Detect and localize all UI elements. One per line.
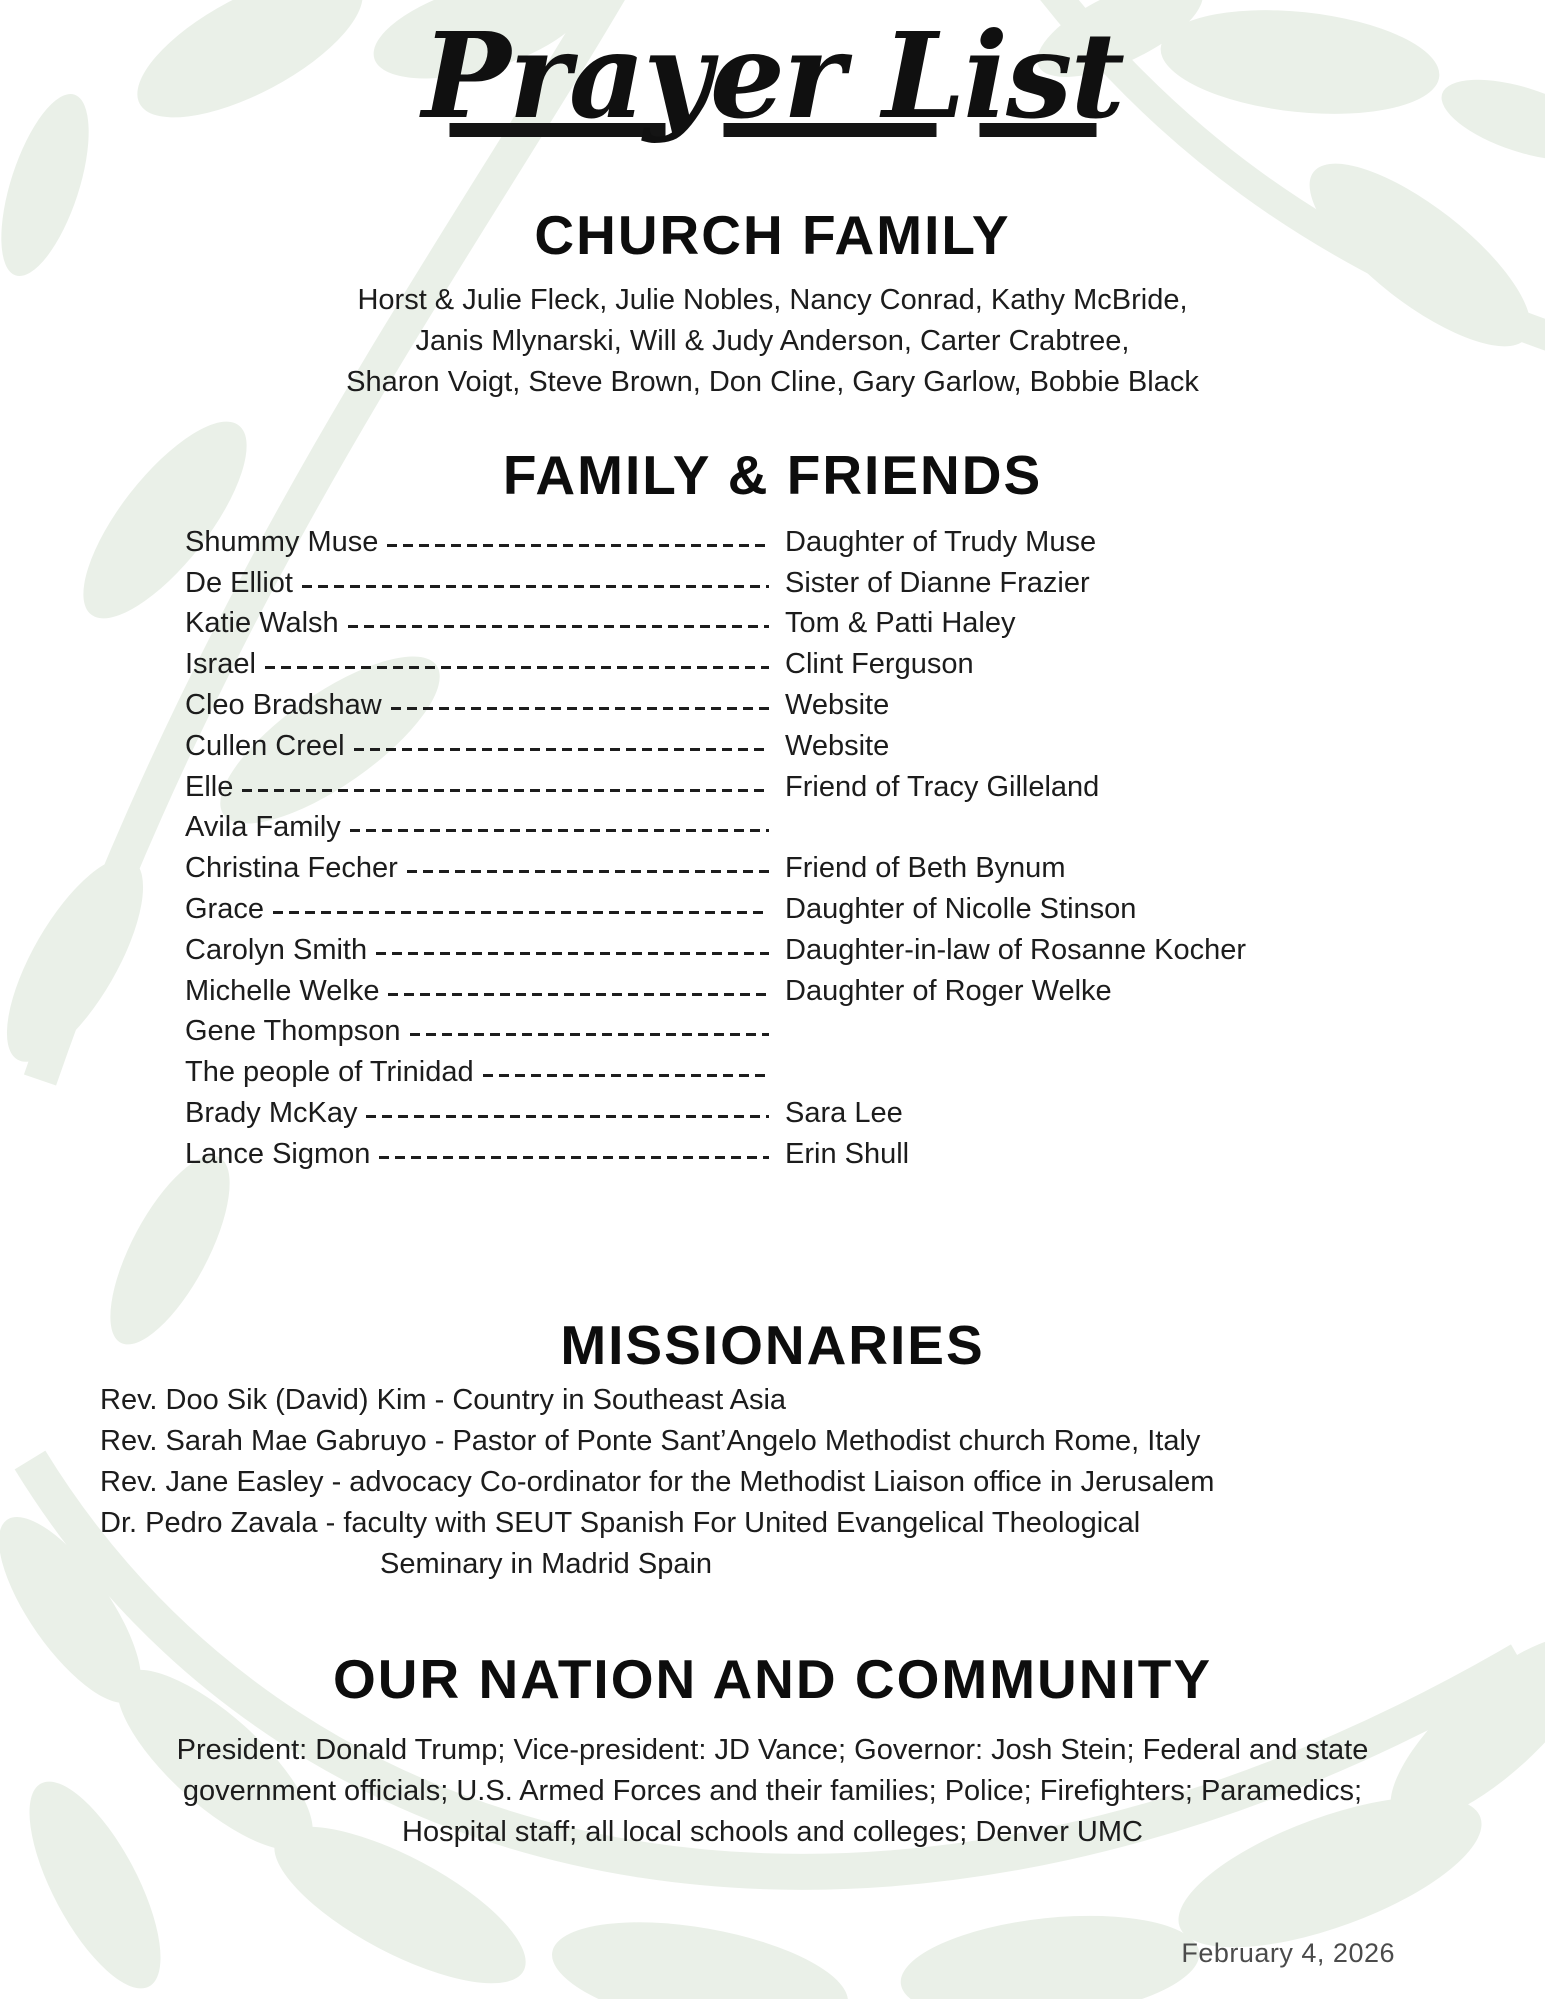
person-relation: Sara Lee bbox=[785, 1097, 903, 1130]
nation-paragraph bbox=[0, 1730, 1545, 1853]
dash-leader bbox=[387, 544, 769, 547]
dash-leader bbox=[350, 829, 769, 832]
person-name: Katie Walsh bbox=[185, 607, 339, 640]
person-relation: Erin Shull bbox=[785, 1137, 910, 1170]
list-item bbox=[185, 848, 1460, 889]
list-item bbox=[185, 1052, 1460, 1093]
list-item bbox=[185, 808, 1460, 849]
person-relation: Daughter of Nicolle Stinson bbox=[785, 893, 1137, 926]
section-heading-church-family: CHURCH FAMILY bbox=[534, 204, 1011, 266]
list-item-left bbox=[185, 567, 785, 600]
person-name: Gene Thompson bbox=[185, 1015, 401, 1048]
list-item-left bbox=[185, 526, 785, 559]
missionaries-list bbox=[100, 1380, 1500, 1585]
missionary-line: Dr. Pedro Zavala - faculty with SEUT Spanish For United Evangelical Theological bbox=[100, 1507, 1141, 1539]
person-name: Cleo Bradshaw bbox=[185, 689, 382, 722]
list-item bbox=[185, 1134, 1460, 1175]
dash-leader bbox=[379, 1156, 769, 1159]
list-item bbox=[185, 889, 1460, 930]
dash-leader bbox=[354, 748, 769, 751]
list-item-left bbox=[185, 1056, 785, 1089]
person-name: Christina Fecher bbox=[185, 852, 398, 885]
person-name: Carolyn Smith bbox=[185, 933, 368, 966]
dash-leader bbox=[391, 707, 769, 710]
person-name: Michelle Welke bbox=[185, 974, 380, 1007]
person-name: Elle bbox=[185, 770, 234, 803]
person-relation: Daughter of Trudy Muse bbox=[785, 525, 1097, 558]
person-name: De Elliot bbox=[185, 566, 293, 599]
dash-leader bbox=[242, 789, 769, 792]
list-item bbox=[185, 1012, 1460, 1053]
list-item-left bbox=[185, 852, 785, 885]
section-heading-nation: OUR NATION AND COMMUNITY bbox=[332, 1648, 1213, 1710]
person-name: Cullen Creel bbox=[185, 729, 345, 762]
person-relation: Tom & Patti Haley bbox=[785, 607, 1016, 640]
person-name: Avila Family bbox=[185, 811, 341, 844]
list-item-left bbox=[185, 934, 785, 967]
list-item bbox=[185, 522, 1460, 563]
dash-leader bbox=[376, 952, 769, 955]
list-item-left bbox=[185, 1015, 785, 1048]
missionary-line: Seminary in Madrid Spain bbox=[380, 1548, 713, 1580]
list-item bbox=[185, 930, 1460, 971]
nation-line: Hospital staff; all local schools and colleges; Denver UMC bbox=[402, 1816, 1143, 1848]
dash-leader bbox=[410, 1033, 770, 1036]
dash-leader bbox=[265, 666, 769, 669]
list-item-left bbox=[185, 975, 785, 1008]
person-name: Lance Sigmon bbox=[185, 1137, 371, 1170]
section-heading-missionaries: MISSIONARIES bbox=[560, 1314, 985, 1376]
list-item bbox=[185, 685, 1460, 726]
dash-leader bbox=[366, 1115, 769, 1118]
person-name: Grace bbox=[185, 893, 264, 926]
dash-leader bbox=[483, 1074, 769, 1077]
person-relation: Website bbox=[785, 689, 890, 722]
person-name: The people of Trinidad bbox=[185, 1056, 474, 1089]
nation-line: government officials; U.S. Armed Forces and their families; Police; Firefighters; Paramedics; bbox=[182, 1775, 1363, 1807]
date-label: February 4, 2026 bbox=[1181, 1938, 1395, 1968]
list-item-left bbox=[185, 730, 785, 763]
person-relation: Daughter-in-law of Rosanne Kocher bbox=[785, 933, 1247, 966]
person-name: Shummy Muse bbox=[185, 525, 379, 558]
dash-leader bbox=[348, 625, 769, 628]
list-item-left bbox=[185, 811, 785, 844]
person-relation: Friend of Beth Bynum bbox=[785, 852, 1066, 885]
list-item-left bbox=[185, 648, 785, 681]
church-family-line: Sharon Voigt, Steve Brown, Don Cline, Gary Garlow, Bobbie Black bbox=[346, 366, 1199, 398]
person-name: Brady McKay bbox=[185, 1097, 358, 1130]
list-item bbox=[185, 604, 1460, 645]
church-family-line: Horst & Julie Fleck, Julie Nobles, Nancy Conrad, Kathy McBride, bbox=[357, 284, 1188, 316]
person-relation: Daughter of Roger Welke bbox=[785, 974, 1112, 1007]
list-item-left bbox=[185, 771, 785, 804]
list-item-left bbox=[185, 1097, 785, 1130]
list-item-left bbox=[185, 1138, 785, 1171]
dash-leader bbox=[407, 870, 769, 873]
list-item bbox=[185, 644, 1460, 685]
nation-line: President: Donald Trump; Vice-president: JD Vance; Governor: Josh Stein; Federal and state bbox=[176, 1734, 1369, 1766]
list-item-left bbox=[185, 893, 785, 926]
person-relation: Friend of Tracy Gilleland bbox=[785, 770, 1100, 803]
missionary-line: Rev. Jane Easley - advocacy Co-ordinator for the Methodist Liaison office in Jerusalem bbox=[100, 1466, 1215, 1498]
dash-leader bbox=[388, 993, 769, 996]
person-relation: Sister of Dianne Frazier bbox=[785, 566, 1090, 599]
person-relation: Clint Ferguson bbox=[785, 648, 974, 681]
list-item bbox=[185, 726, 1460, 767]
list-item bbox=[185, 1093, 1460, 1134]
list-item-left bbox=[185, 607, 785, 640]
person-relation: Website bbox=[785, 729, 890, 762]
list-item-left bbox=[185, 689, 785, 722]
missionary-line: Rev. Doo Sik (David) Kim - Country in Southeast Asia bbox=[100, 1384, 787, 1416]
list-item bbox=[185, 563, 1460, 604]
church-family-paragraph bbox=[0, 280, 1545, 403]
dash-leader bbox=[302, 585, 769, 588]
family-friends-list bbox=[185, 522, 1460, 1175]
person-name: Israel bbox=[185, 648, 256, 681]
title-block bbox=[0, 0, 1545, 210]
section-heading-family-friends: FAMILY & FRIENDS bbox=[502, 444, 1043, 506]
church-family-line: Janis Mlynarski, Will & Judy Anderson, Carter Crabtree, bbox=[415, 325, 1130, 357]
list-item bbox=[185, 971, 1460, 1012]
dash-leader bbox=[273, 911, 769, 914]
list-item bbox=[185, 767, 1460, 808]
page-title: Prayer List bbox=[422, 6, 1123, 145]
missionary-line: Rev. Sarah Mae Gabruyo - Pastor of Ponte Sant’Angelo Methodist church Rome, Italy bbox=[100, 1425, 1201, 1457]
